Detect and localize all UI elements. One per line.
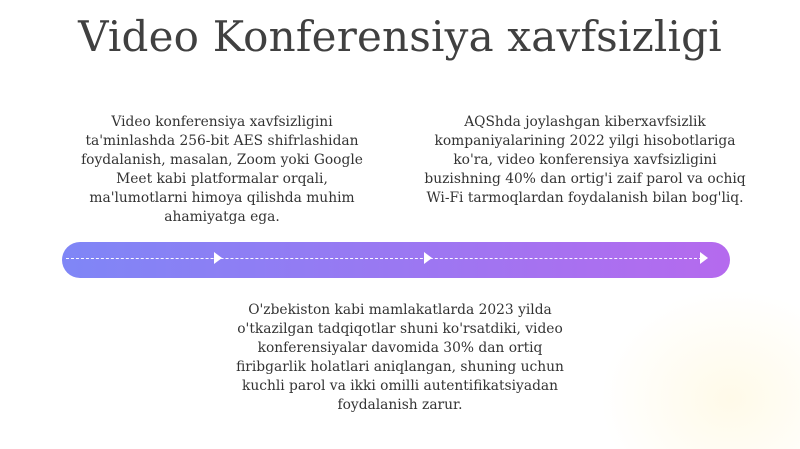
timeline-arrow-icon xyxy=(214,252,222,264)
slide-title: Video Konferensiya xavfsizligi xyxy=(78,12,722,61)
corner-glow-decoration xyxy=(600,289,800,449)
timeline-text-bottom: O'zbekiston kabi mamlakatlarda 2023 yilda o'tkazilgan tadqiqotlar shuni ko'rsatdiki, video konferensiyalar davomida 30% dan ortiq firibgarlik holatlari aniqlangan, shuning uchun kuchli parol va ikki omilli autentifikatsiyadan foydalanish zarur. xyxy=(236,302,564,413)
timeline-text-right: AQShda joylashgan kiberxavfsizlik kompaniyalarining 2022 yilgi hisobotlariga ko'ra, video konferensiya xavfsizligini buzishning 40% dan ortig'i zaif parol va ochiq Wi-Fi tarmoqlardan foydalanish bilan bog'liq. xyxy=(424,114,746,206)
timeline-bar xyxy=(62,242,730,278)
timeline-arrow-icon xyxy=(700,252,708,264)
timeline-text-left: Video konferensiya xavfsizligini ta'minlashda 256-bit AES shifrlashidan foydalanish, masalan, Zoom yoki Google Meet kabi platformalar orqali, ma'lumotlarni himoya qilishda muhim ahamiyatga ega. xyxy=(81,114,363,225)
timeline-arrow-icon xyxy=(424,252,432,264)
timeline-dashed-line xyxy=(66,258,702,259)
